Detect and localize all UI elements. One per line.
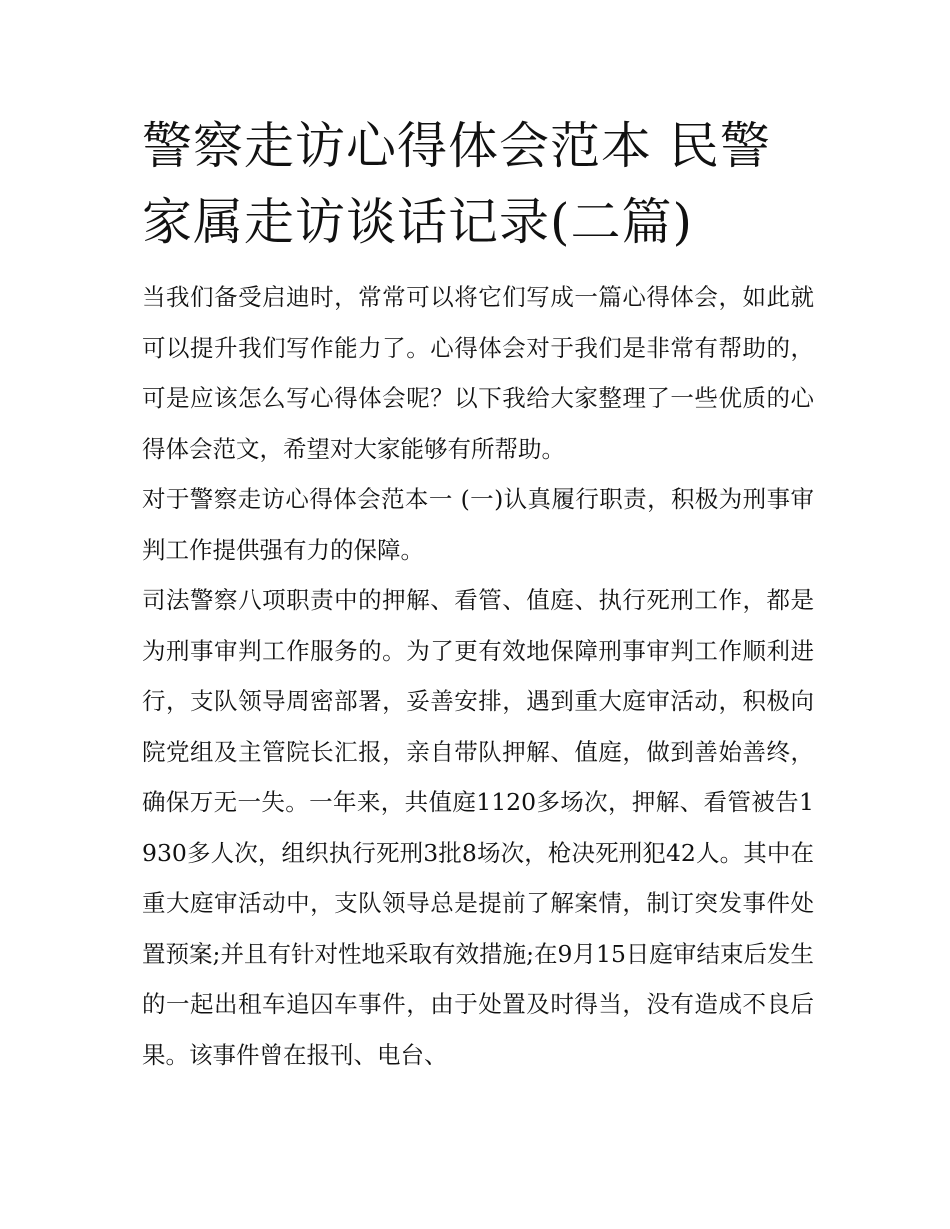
- paragraph-intro: 当我们备受启迪时，常常可以将它们写成一篇心得体会，如此就可以提升我们写作能力了。心得体会对于我们是非常有帮助的，可是应该怎么写心得体会呢？以下我给大家整理了一些优质的心得体会范文，希望对大家能够有所帮助。: [142, 283, 814, 463]
- paragraph-body: 司法警察八项职责中的押解、看管、值庭、执行死刑工作，都是为刑事审判工作服务的。为了更有效地保障刑事审判工作顺利进行，支队领导周密部署，妥善安排，遇到重大庭审活动，积极向院党组及主管院长汇报，亲自带队押解、值庭，做到善始善终，确保万无一失。一年来，共值庭1120多场次，押解、看管被告1930多人次，组织执行死刑3批8场次，枪决死刑犯42人。其中在重大庭审活动中，支队领导总是提前了解案情，制订突发事件处置预案;并且有针对性地采取有效措施;在9月15日庭审结束后发生的一起出租车追囚车事件，由于处置及时得当，没有造成不良后果。该事件曾在报刊、电台、: [142, 586, 814, 1069]
- paragraph-section-heading: 对于警察走访心得体会范本一 (一)认真履行职责，积极为刑事审判工作提供强有力的保障。: [142, 485, 814, 564]
- document-title: 警察走访心得体会范本 民警家属走访谈话记录(二篇): [142, 117, 771, 251]
- document-page: [142, 108, 814, 1080]
